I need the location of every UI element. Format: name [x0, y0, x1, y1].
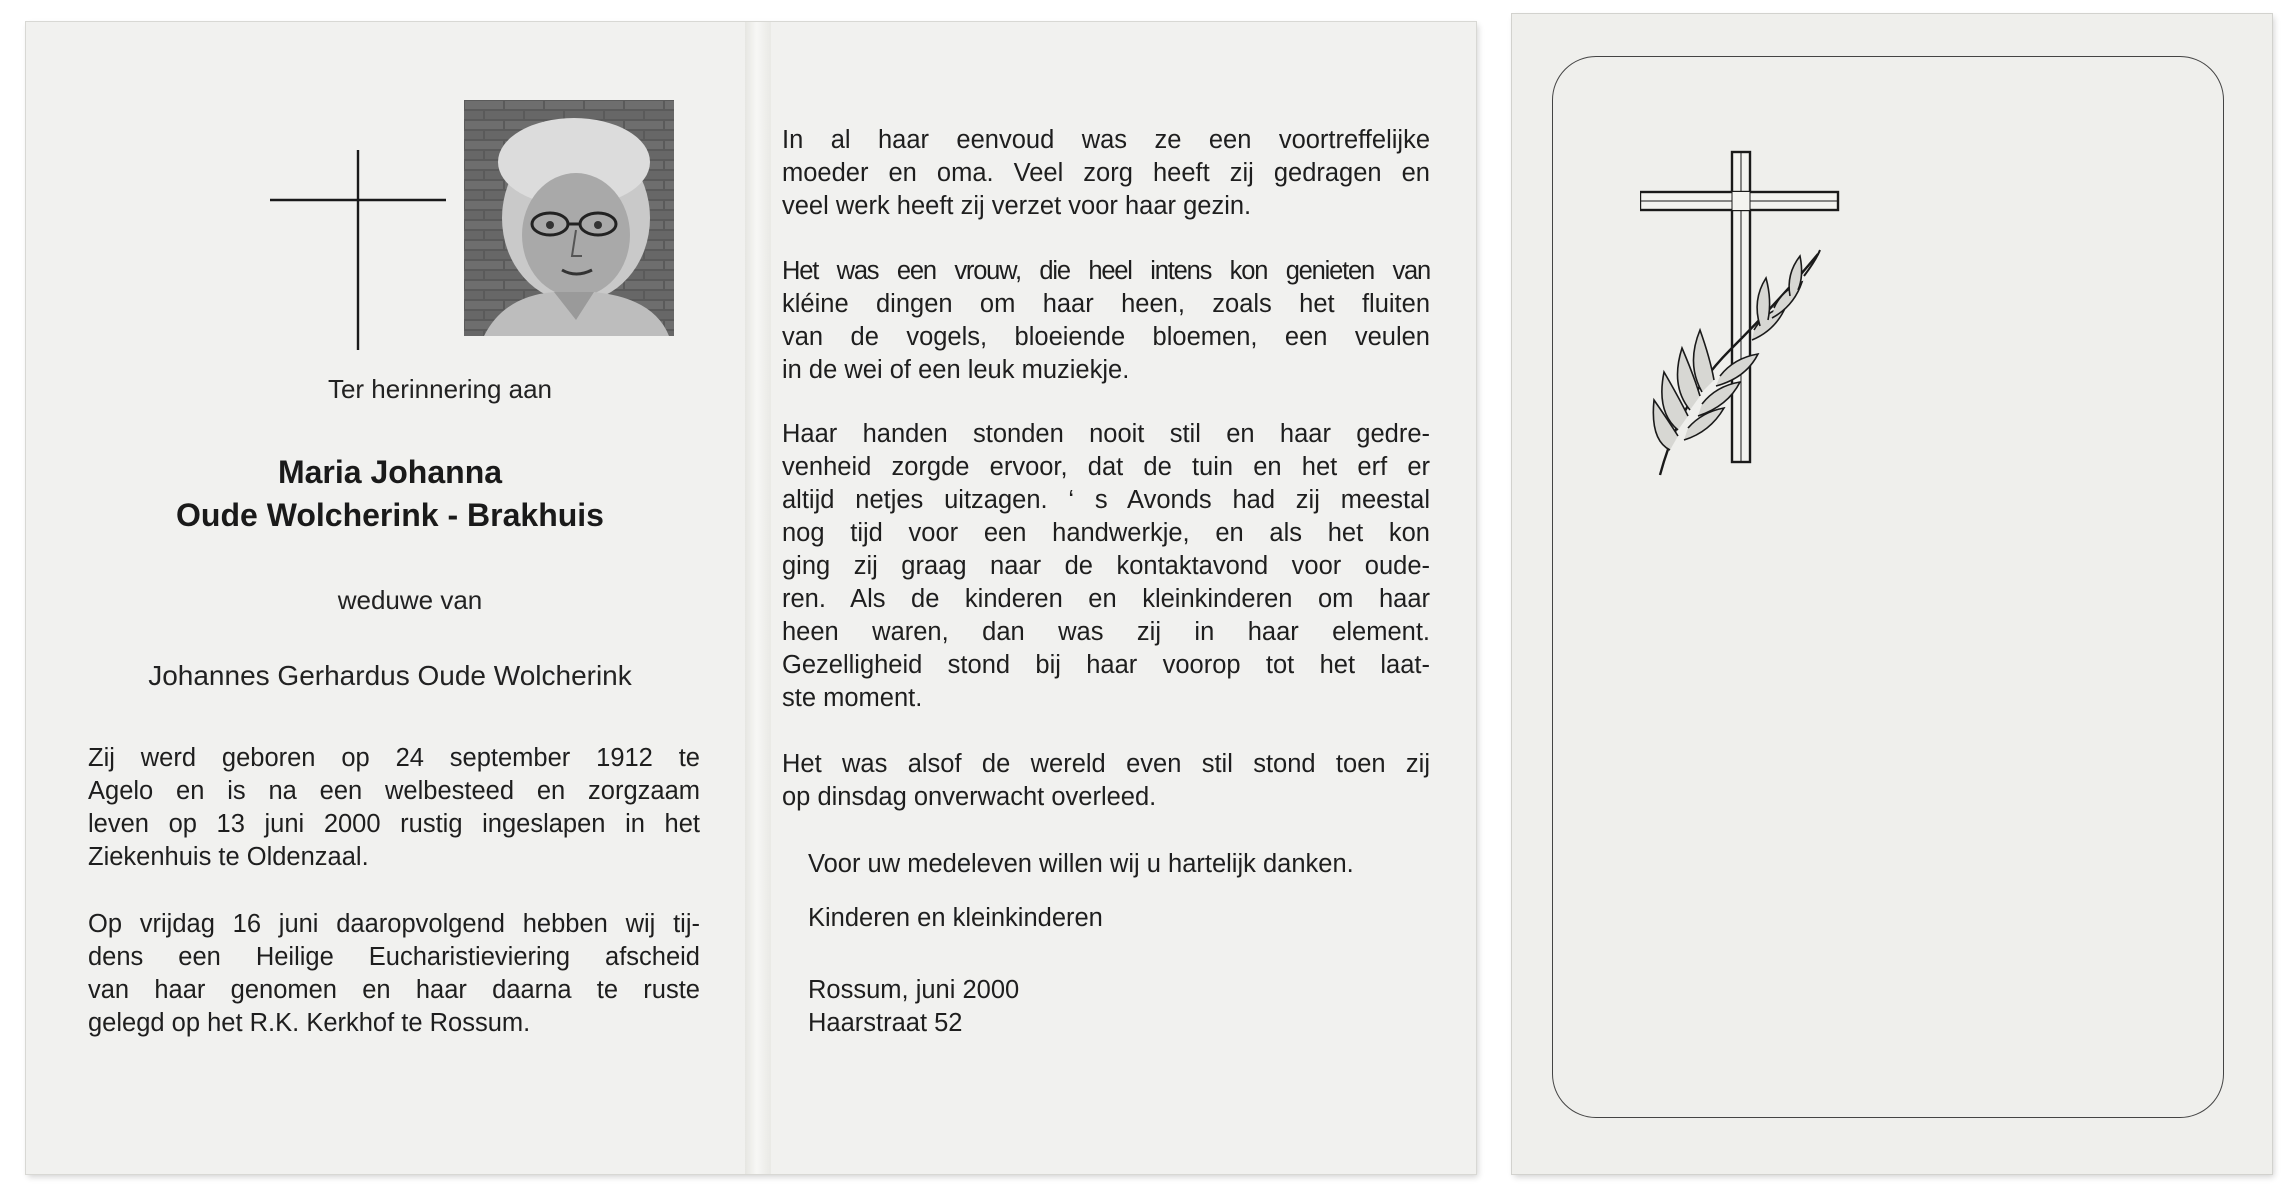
cross-with-palm-branch-icon [1640, 150, 1840, 480]
text-line: ging zij graag naar de kontaktavond voor oude- [782, 552, 1430, 580]
text-line: dens een Heilige Eucharistieviering afscheid [88, 943, 700, 971]
text-line: kléine dingen om haar heen, zoals het fluiten [782, 290, 1430, 318]
latin-cross-icon [270, 150, 446, 350]
funeral-paragraph [88, 908, 700, 1040]
deceased-first-names: Maria Johanna [277, 454, 503, 490]
text-line: Gezelligheid stond bij haar voorop tot het laat- [782, 651, 1430, 679]
tribute-paragraph-2 [782, 255, 1430, 387]
text-line: venheid zorgde ervoor, dat de tuin en het erf er [782, 453, 1430, 481]
portrait-photo [464, 100, 674, 336]
text-line: nog tijd voor een handwerkje, en als het kon [782, 519, 1430, 547]
tribute-paragraph-3 [782, 418, 1430, 715]
text-line: Ziekenhuis te Oldenzaal. [88, 843, 369, 871]
signed-by: Kinderen en kleinkinderen [808, 904, 1103, 932]
place-date: Rossum, juni 2000 [808, 976, 1020, 1004]
text-line: Haar handen stonden nooit stil en haar gedre- [782, 420, 1430, 448]
text-line: Het was een vrouw, die heel intens kon genieten van [782, 257, 1430, 285]
husband-name: Johannes Gerhardus Oude Wolcherink [148, 660, 632, 691]
text-line: Agelo en is na een welbesteed en zorgzaam [88, 777, 700, 805]
text-line: ste moment. [782, 684, 923, 712]
text-line: op dinsdag onverwacht overleed. [782, 783, 1157, 811]
text-line: Zij werd geboren op 24 september 1912 te [88, 744, 700, 772]
birth-death-paragraph [88, 742, 700, 874]
text-line: altijd netjes uitzagen. ‘ s Avonds had zij meestal [782, 486, 1430, 514]
text-line: van haar genomen en haar daarna te ruste [88, 976, 700, 1004]
text-line: In al haar eenvoud was ze een voortreffelijke [782, 126, 1430, 154]
text-line: Op vrijdag 16 juni daaropvolgend hebben wij tij- [88, 910, 700, 938]
tribute-paragraph-1 [782, 124, 1430, 223]
card-fold [745, 22, 771, 1174]
text-line: van de vogels, bloeiende bloemen, een veulen [782, 323, 1430, 351]
text-line: moeder en oma. Veel zorg heeft zij gedragen en [782, 159, 1430, 187]
deceased-surname: Oude Wolcherink - Brakhuis [176, 497, 604, 533]
text-line: heen waren, dan was zij in haar element. [782, 618, 1430, 646]
thanks-line: Voor uw medeleven willen wij u hartelijk danken. [808, 850, 1354, 878]
widow-of-label: weduwe van [337, 585, 483, 615]
text-line: gelegd op het R.K. Kerkhof te Rossum. [88, 1009, 531, 1037]
tribute-paragraph-4 [782, 748, 1430, 814]
address: Haarstraat 52 [808, 1009, 963, 1037]
in-memory-heading: Ter herinnering aan [327, 374, 553, 404]
text-line: in de wei of een leuk muziekje. [782, 356, 1130, 384]
text-line: leven op 13 juni 2000 rustig ingeslapen in het [88, 810, 700, 838]
memorial-card-cover [1512, 14, 2272, 1174]
text-line: ren. Als de kinderen en kleinkinderen om haar [782, 585, 1430, 613]
text-line: veel werk heeft zij verzet voor haar gezin. [782, 192, 1252, 220]
text-line: Het was alsof de wereld even stil stond toen zij [782, 750, 1430, 778]
